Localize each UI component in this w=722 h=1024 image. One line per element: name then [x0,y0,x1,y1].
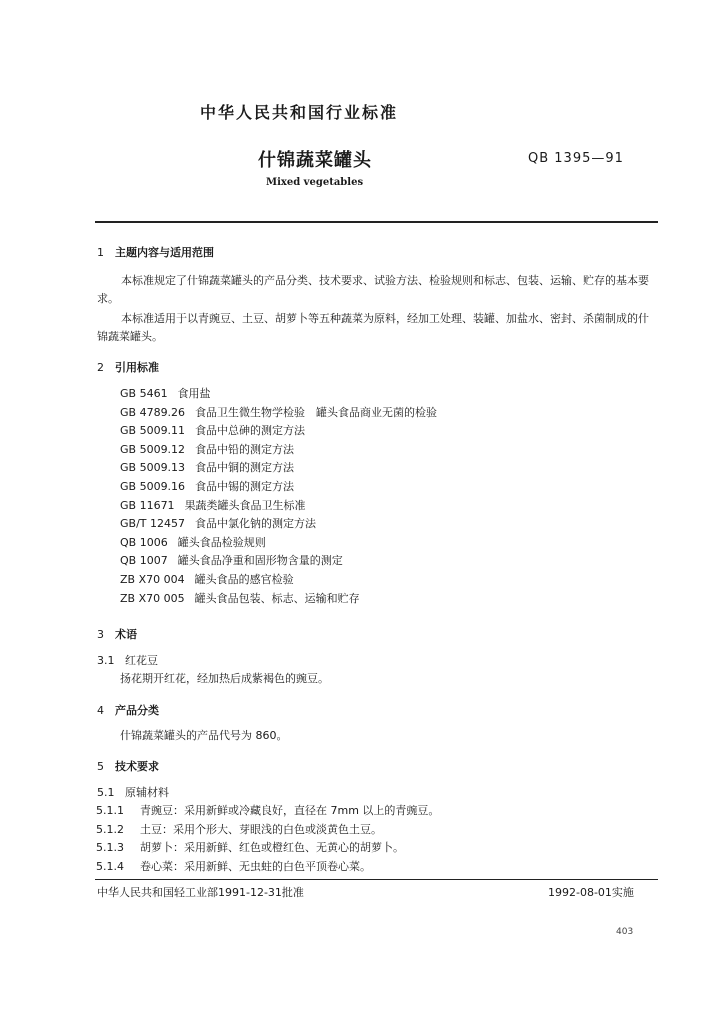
reference-row [120,571,437,590]
item-text: 胡萝卜：采用新鲜、红色或橙红色、无黄心的胡萝卜。 [140,841,404,854]
list-item [96,802,439,821]
reference-title: 罐头食品净重和固形物含量的测定 [177,554,343,568]
section-title: 主题内容与适用范围 [115,246,214,259]
reference-row [120,552,437,571]
reference-code: GB 5009.11 [120,424,186,438]
section-4-text: 什锦蔬菜罐头的产品代号为 860。 [120,729,288,742]
section-number: 3 [97,628,104,641]
reference-title: 食用盐 [177,387,211,400]
document-english-title: Mixed vegetables [266,177,364,188]
item-number: 5.1.3 [96,841,124,854]
document-code: QB 1395—91 [528,151,624,166]
section-1-paragraph-2: 本标准适用于以青豌豆、土豆、胡萝卜等五种蔬菜为原料，经加工处理、装罐、加盐水、密封、杀菌制成的什锦蔬菜罐头。 [97,312,649,343]
reference-row [120,404,437,423]
header-rule [95,221,658,223]
reference-title: 罐头食品包装、标志、运输和贮存 [194,591,360,605]
referenced-standards-list [120,385,437,608]
reference-row [120,441,437,460]
section-1-paragraph-1: 本标准规定了什锦蔬菜罐头的产品分类、技术要求、试验方法、检验规则和标志、包装、运输、贮存的基本要求。 [97,274,649,305]
subsection-number: 3.1 [97,654,115,667]
section-title: 产品分类 [115,704,159,717]
section-3-1-text: 扬花期开红花，经加热后成紫褐色的豌豆。 [120,672,329,685]
reference-title: 食品卫生微生物学检验 罐头食品商业无菌的检验 [195,405,438,419]
subsection-number: 5.1 [97,786,115,799]
reference-code: QB 1007 [120,554,168,568]
subsection-title: 红花豆 [125,654,158,667]
list-item [96,858,439,877]
reference-row [120,385,437,404]
reference-title: 罐头食品检验规则 [177,535,266,549]
reference-code: GB 5461 [120,387,168,400]
raw-materials-list [96,802,439,876]
reference-row [120,422,437,441]
reference-title: 食品中铜的测定方法 [195,461,295,475]
subsection-title: 原辅材料 [125,786,169,799]
reference-title: 果蔬类罐头食品卫生标准 [184,498,306,512]
list-item [96,839,439,858]
reference-title: 食品中氯化钠的测定方法 [195,517,316,531]
item-number: 5.1.1 [96,804,124,817]
section-4-heading [97,702,159,718]
reference-code: ZB X70 004 [120,572,185,586]
approval-notice: 中华人民共和国轻工业部1991-12-31批准 [97,886,304,899]
section-number: 1 [97,246,104,259]
reference-row [120,515,437,534]
section-2-heading [97,359,159,375]
section-number: 4 [97,704,104,717]
reference-row [120,497,437,516]
reference-code: GB 11671 [120,498,175,512]
section-3-1-heading [97,652,158,670]
item-number: 5.1.4 [96,859,124,873]
reference-title: 食品中锡的测定方法 [195,479,295,493]
item-text: 青豌豆：采用新鲜或冷藏良好，直径在 7mm 以上的青豌豆。 [140,804,440,817]
section-number: 5 [97,760,104,773]
reference-title: 食品中铅的测定方法 [195,442,295,456]
reference-code: GB 5009.16 [120,479,186,493]
reference-code: ZB X70 005 [120,591,185,605]
reference-title: 食品中总砷的测定方法 [195,424,306,438]
section-1-heading [97,244,214,260]
section-title: 技术要求 [115,760,159,773]
footer-rule [95,879,658,880]
section-5-1-heading [97,784,169,802]
implementation-date: 1992-08-01实施 [548,886,634,899]
standard-category-title: 中华人民共和国行业标准 [200,103,399,122]
reference-code: GB/T 12457 [120,517,185,531]
document-title: 什锦蔬菜罐头 [258,150,372,171]
section-number: 2 [97,361,104,374]
reference-row [120,534,437,553]
section-3-heading [97,626,137,642]
item-text: 土豆：采用个形大、芽眼浅的白色或淡黄色土豆。 [140,822,382,836]
reference-row [120,459,437,478]
reference-code: GB 4789.26 [120,405,186,419]
item-text: 卷心菜：采用新鲜、无虫蛀的白色平顶卷心菜。 [140,859,371,873]
reference-title: 罐头食品的感官检验 [194,572,294,586]
reference-row [120,478,437,497]
list-item [96,821,439,840]
section-title: 术语 [115,628,137,641]
item-number: 5.1.2 [96,822,124,836]
reference-code: GB 5009.12 [120,442,186,456]
reference-row [120,590,437,609]
section-5-heading [97,758,159,774]
page-number: 403 [616,927,634,937]
section-title: 引用标准 [115,361,159,374]
reference-code: QB 1006 [120,535,168,549]
reference-code: GB 5009.13 [120,461,186,475]
